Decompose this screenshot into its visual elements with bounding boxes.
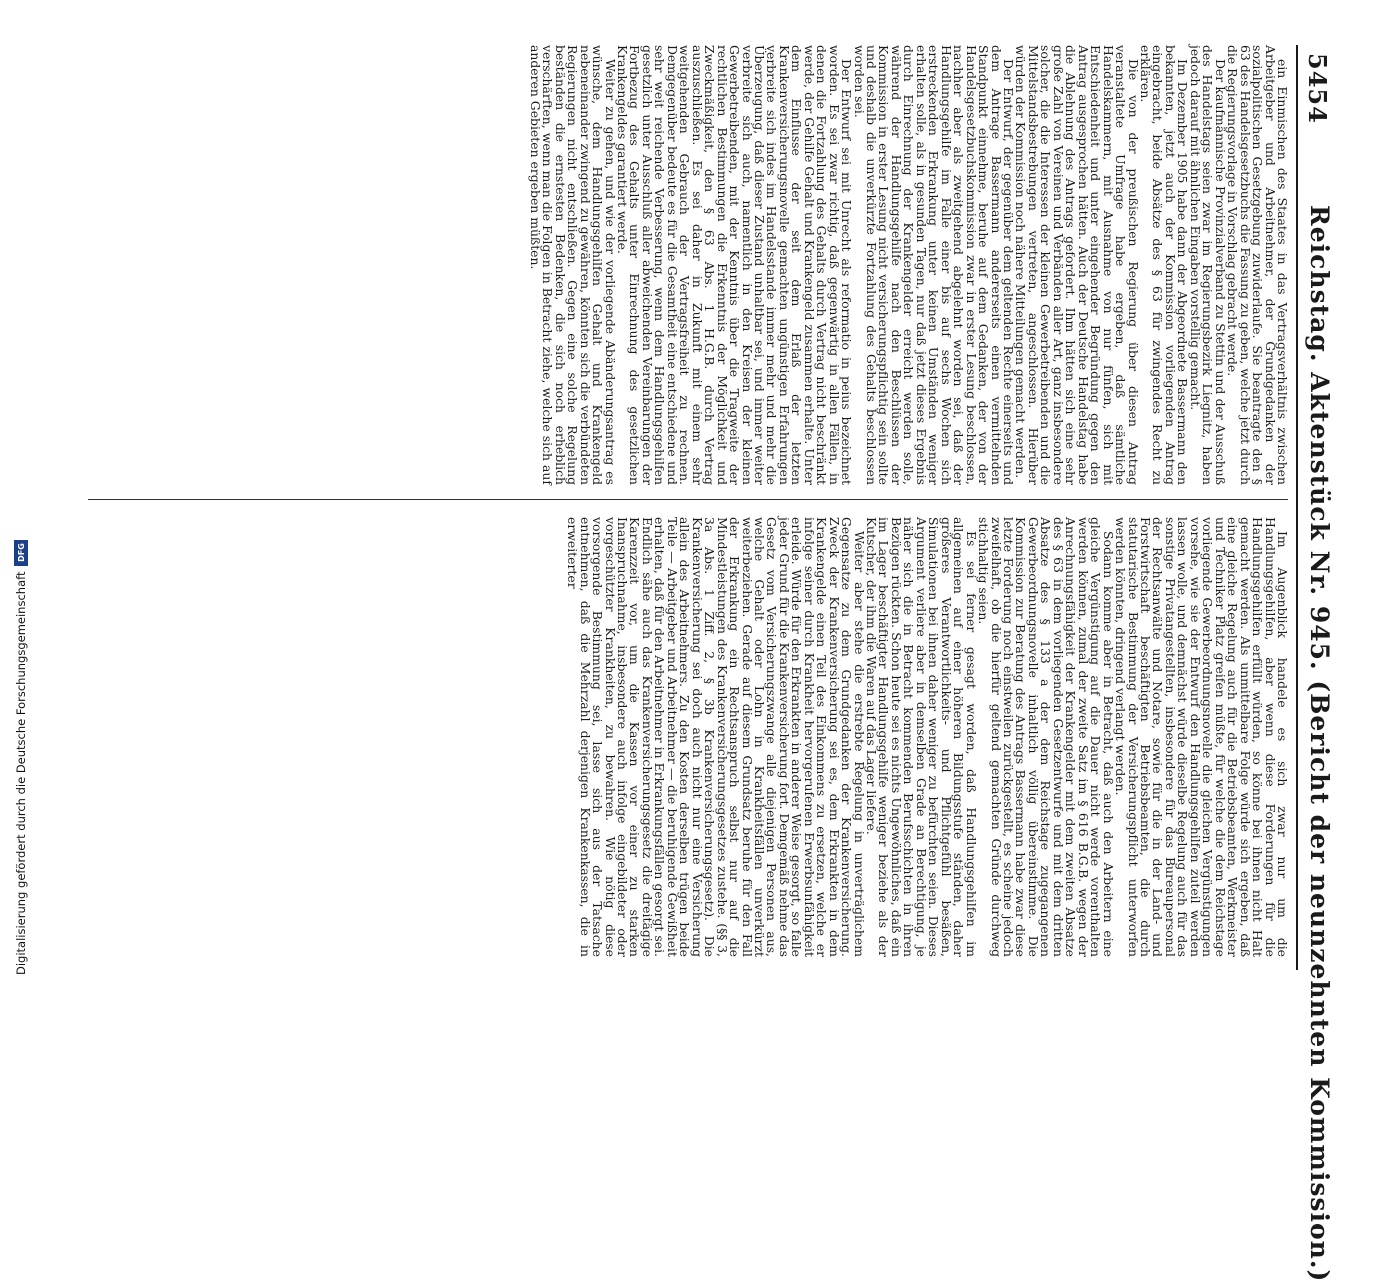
page-header bbox=[1298, 45, 1338, 1282]
paragraph: ein Einmischen des Staates in das Vertragsverhältnis zwischen Arbeitgeber und Arbeitnehmer, der Grundgedanken der sozialpolitischen Gesetzgebung zuwiderlaufe. Sie beantragte den § 63 des Handelsgesetzbuchs die Fassung zu geben, welche jetzt durch die Regierungsvorlage in Vorschlag gebracht werde. bbox=[1225, 45, 1290, 485]
right-column bbox=[78, 517, 1288, 957]
left-column bbox=[78, 45, 1288, 485]
paragraph: Es sei ferner gesagt worden, daß Handlungsgehilfen im allgemeinen auf einer höheren Bildungsstufe ständen, daher größeres Verantwortlichkeits- und Pflichtgefühl besäßen, Simulationen bei ihnen daher weniger zu befürchten seien. Dieses Argument verliere aber in demselben Grade an Berechtigung, je näher sich die in Betracht kommenden Berufsschichten in ihren Bezügen rückten. Schon heute sei es nichts Ungewöhnliches, daß ein im Lager beschäftigter Handlungsgehilfe weniger beziehe als der Kutscher, der ihm die Waren auf das Lager liefere. bbox=[864, 517, 979, 957]
paragraph: Der kaufmännische Provinzialverband zu Stettin und der Ausschuß des Handelstags seien zwar im Regierungsbezirk Liegnitz, haben jedoch darauf mit ähnlichen Eingaben vorstellig gemacht. bbox=[1187, 45, 1228, 485]
paragraph: Der Entwurf sei mit Unrecht als reformatio in peius bezeichnet worden. Es sei zwar richtig, daß gegenwärtig in allen Fällen, in denen die Fortzahlung des Gehalts durch Vertrag nicht beschränkt werde, der Gehilfe Gehalt und Krankengeld zusammen erhalte. Unter dem Einflusse der seit dem Erlaß der letzten Krankenversicherungsnovelle gemachten ungünstigen Erfahrungen verbreite sich indes im Handelsstande immer mehr und mehr die Überzeugung, daß dieser Zustand unhaltbar sei, und immer weiter verbreite sich auch, namentlich in den Kreisen der kleinen Gewerbetreibenden, mit der Kenntnis über die Tragweite der rechtlichen Bestimmungen die Erkenntnis der Möglichkeit und Zweckmäßigkeit, den § 63 Abs. 1 H.G.B. durch Vertrag auszuschließen. Es sei daher in Zukunft mit einem sehr weitgehenden Gebrauch der Vertragsfreiheit zu rechnen. Demgegenüber bedeute es für die Gesamtheit eine entschiedene und sehr weit reichende Verbesserung, wenn dem Handlungsgehilfen gesetzlich unter Ausschluß aller abweichenden Vereinbarungen der Fortbezug des Gehalts unter Einrechnung des gesetzlichen Krankengeldes garantiert werde. bbox=[614, 45, 855, 485]
header-rule bbox=[1296, 45, 1298, 970]
running-title: Reichstag. Aktenstück Nr. 945. (Bericht der neunzehnten Kommission.) bbox=[1305, 205, 1334, 1282]
column-divider bbox=[88, 499, 1288, 500]
paragraph: Weiter zu gehen, und wie der vorliegende Abänderungsantrag es wünsche, dem Handlungsgehilfen Gehalt und Krankengeld nebeneinander zwingend zu gewähren, könnten sich die verbündeten Regierungen nicht entschließen. Gegen eine solche Regelung beständen die ernstesten Bedenken, die sich noch erheblich verschärften, wenn man die Folgen in Betracht ziehe, welche sich auf anderen Gebieten ergeben müßten. bbox=[527, 45, 618, 485]
dfg-logo-icon: DFG bbox=[14, 540, 28, 566]
paragraph: Weiter aber stehe die erstrebte Regelung in unverträglichem Gegensatze zu dem Grundgedanken der Krankenversicherung. Zweck der Krankenversicherung sei es, dem Erkrankten in dem Krankengelde einen Teil des Einkommens zu ersetzen, welche er infolge seiner durch Krankheit hervorgerufenen Erwerbsunfähigkeit erleide. Würde für den Erkrankten in anderer Weise gesorgt, so falle jeder Grund für die Krankenversicherung fort. Demgemäß nehme das Gesetz vom Versicherungszwange alle diejenigen Personen aus, welche Gehalt oder Lohn in Krankheitsfällen unverkürzt weiterbeziehen. Gerade auf diesem Grundsatz beruhe für den Fall der Erkrankung ein Rechtsanspruch selbst nur auf die Mindestleistungen des Krankenversicherungsgesetzes zustehe. (§§ 3, 3a Abs. 1 Ziff. 2, § 3b Krankenversicherungsgesetz). Die Krankenversicherung sei doch auch nicht nur eine Versicherung allein des Arbeitnehmers. Zu den Kosten derselben trügen beide Teile — Arbeitgeber und Arbeitnehmer — die beruhigende Gewißheit erhalten, daß für den Arbeitnehmer in Erkrankungsfällen gesorgt sei. Endlich sähe auch das Krankenversicherungsgesetz die dreitägige Karenzzeit vor, um die Kassen vor einer zu starken Inanspruchnahme, insbesondere auch infolge eingebildeter oder vorgeschützter Krankheiten, zu bewahren. Wie nötig diese vorsorgende Bestimmung sei, lasse sich aus der Tatsache entnehmen, daß die Mehrzahl derjenigen Krankenkassen, die in erweiterter bbox=[565, 517, 867, 957]
paragraph: Die von der preußischen Regierung über diesen Antrag veranstaltete Umfrage habe ergeben, daß sämtliche Handelskammern, mit Ausnahme von nur fünfen, sich mit Entschiedenheit und unter eingehender Begründung gegen den Antrag ausgesprochen hätten. Auch der Deutsche Handelstag habe die Ablehnung des Antrags gefordert. Ihm hätten sich eine sehr große Zahl von Vereinen und Verbänden aller Art, ganz insbesondere solcher, die die Interessen der kleinen Gewerbetreibenden und die Mittelstandsbestrebungen vertreten, angeschlossen. Hierüber würden der Kommission noch nähere Mitteilungen gemacht werden. bbox=[1013, 45, 1141, 485]
paragraph: Der Entwurf, der gegenüber dem geltenden Rechte einerseits und dem Antrage Bassermann andererseits einen vermittelnden Standpunkt einnehme, beruhe auf dem Gedanken, der von der Handelsgesetzbuchskommission zwar in erster Lesung beschlossen, nachher aber als zweitgehend abgelehnt worden sei, daß der Handlungsgehilfe im Falle einer bis auf sechs Wochen sich erstreckenden Erkrankung unter keinen Umständen weniger erhalten solle, als in gesunden Tagen, nur daß jetzt dieses Ergebnis durch Einrechnung der Krankengelder erreicht werden solle, während der Handlungsgehilfe nach den Beschlüssen der Kommission in erster Lesung nicht versicherungspflichtig sein sollte und deshalb die unverkürzte Fortzahlung des Gehalts beschlossen worden sei. bbox=[851, 45, 1017, 485]
scanned-page bbox=[38, 45, 1338, 1282]
paragraph: Im Augenblick handele es sich zwar nur um die Handlungsgehilfen, aber wenn diese Forderungen für die Handlungsgehilfen erfüllt würden, so könne bei ihnen nicht Halt gemacht werden. Als unmittelbare Folge würde sich ergeben, daß eine gleiche Regelung auch für die Betriebsbeamten, Werkmeister und Techniker Platz greifen müßte, für welche die dem Reichstage vorliegende Gewerbeordnungsnovelle die gleichen Vergünstigungen vorsehe, wie sie der Entwurf den Handlungsgehilfen zuteil werden lassen wolle, und demnächst würde dieselbe Regelung auch für das sonstige Privatangestellten, insbesondere für das Bureaupersonal der Rechtsanwälte und Notare, sowie für die in der Land- und Forstwirtschaft beschäftigten Betriebsbeamten, die durch statutarische Bestimmung der Versicherungspflicht unterworfen werden könnten, dringend verlangt werden. bbox=[1113, 517, 1290, 957]
dfg-attribution bbox=[14, 540, 28, 975]
page-number: 5454 bbox=[1303, 53, 1332, 124]
paragraph: Sodann komme aber in Betracht, daß auch den Arbeitern eine gleiche Vergünstigung auf die Dauer nicht werde vorenthalten werden können, zumal der zweite Satz im § 616 B.G.B. wegen der Anrechnungsfähigkeit der Krankengelder mit dem zweiten Absatze des § 63 in dem vorliegenden Gesetzentwurfe und mit dem dritten Absatze des § 133 a der dem Reichstage zugegangenen Gewerbeordnungsnovelle inhaltlich völlig übereinstimme. Die Kommission zur Beratung des Antrags Bassermann habe zwar diese letzte Forderung noch einstweilen zurückgestellt, es scheine jedoch zweifelhaft, ob die hierfür geltend gemachten Gründe durchweg stichhaltig seien. bbox=[976, 517, 1116, 957]
attribution-text: Digitalisierung gefördert durch die Deutsche Forschungsgemeinschaft bbox=[14, 571, 28, 975]
paragraph: Im Dezember 1905 habe dann der Abgeordnete Bassermann den bekannten, jetzt auch der Kommission vorliegenden Antrag eingebracht, beide Absätze des § 63 für zwingendes Recht zu erklären. bbox=[1138, 45, 1191, 485]
